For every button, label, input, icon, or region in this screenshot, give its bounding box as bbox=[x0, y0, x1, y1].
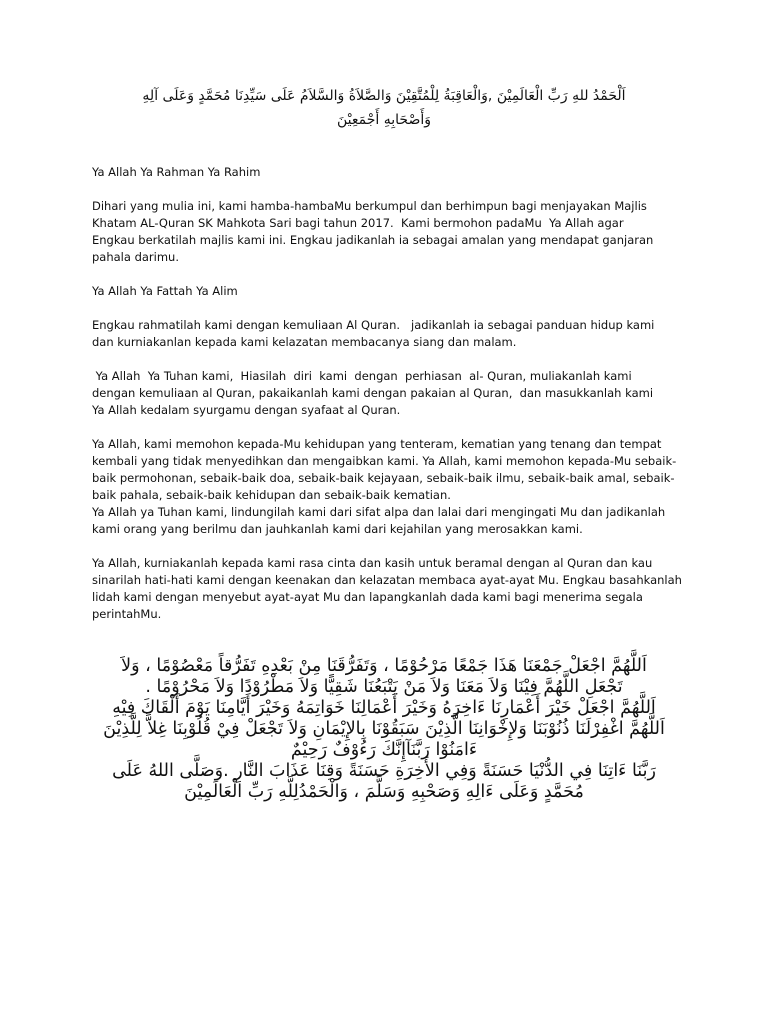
paragraph-gap bbox=[92, 266, 678, 283]
paragraph bbox=[92, 198, 678, 266]
paragraph bbox=[92, 504, 678, 538]
paragraph-gap bbox=[92, 351, 678, 368]
paragraph bbox=[92, 436, 678, 504]
paragraph-line: Ya Allah ya Tuhan kami, lindungilah kami dari sifat alpa dan lalai dari mengingati Mu dan jadikanlah bbox=[92, 505, 666, 519]
paragraph-line: dan kurniakanlan kepada kami kelazatan membacanya siang dan malam. bbox=[92, 335, 517, 349]
paragraph-line: Engkau berkatilah majlis kami ini. Engkau jadikanlah ia sebagai amalan yang mendapat ganjaran bbox=[92, 233, 654, 247]
opening-dua bbox=[92, 84, 676, 132]
closing-dua-line: رَبَّنَا ءَاتِنَا فِي الدُّنْيَا حَسَنَةً وَفِي الأَخِرَةِ حَسَنَةً وَقِنَا عَذَابَ النَّارِ .وَصَلَّى اللهُ عَلَى bbox=[112, 761, 656, 781]
paragraph-gap bbox=[92, 300, 678, 317]
paragraph-line: baik permohonan, sebaik-baik doa, sebaik-baik kejayaan, sebaik-baik ilmu, sebaik-baik amal, sebaik- bbox=[92, 471, 675, 485]
paragraph-line: Ya Allah Ya Tuhan kami, Hiasilah diri kami dengan perhiasan al- Quran, muliakanlah kami bbox=[92, 369, 632, 383]
closing-dua-line: اَللَّهُمَّ اجْعَلْ خَيْرَ أَعْمَارِنَا ءَاخِرَهُ وَخَيْرَ أَعْمَالِنَا خَوَاتِمَهُ وَخَيْرَ أَيَّامِنَا يَوْمَ أَلْقَاكَ فِيْهِ bbox=[112, 698, 656, 718]
paragraph-line: Dihari yang mulia ini, kami hamba-hambaMu berkumpul dan berhimpun bagi menjayakan Majlis bbox=[92, 199, 647, 213]
paragraph-line: Ya Allah Ya Rahman Ya Rahim bbox=[92, 165, 261, 179]
paragraph-line: sinarilah hati-hati kami dengan keenakan dan kelazatan membaca ayat-ayat Mu. Engkau basahkanlah bbox=[92, 573, 682, 587]
closing-dua-line: اَللَّهُمَّ اغْفِرْلَنَا ذُنُوْبَنَا وَلإِخْوَانِنَا الَّذِيْنَ سَبَقُوْنَا بِالإِيْمَانِ وَلاَ تَجْعَلْ فِيْ قُلُوْبِنَا غِلاًّ لِلَّذِيْنَ bbox=[103, 719, 665, 739]
paragraph-line: perintahMu. bbox=[92, 607, 162, 621]
closing-dua-line: اَللَّهُمَّ اجْعَلْ جَمْعَنَا هَذَا جَمْعًا مَرْحُوْمًا ، وَتَفَرُّقَنَا مِنْ بَعْدِهِ تَفَرُّقاً مَعْصُوْمًا ، وَلاَ bbox=[121, 656, 647, 676]
paragraph-line: baik pahala, sebaik-baik kehidupan dan sebaik-baik kematian. bbox=[92, 488, 451, 502]
malay-prayer-text bbox=[92, 164, 682, 623]
paragraph-line: lidah kami dengan menyebut ayat-ayat Mu dan lapangkanlah dada kami bagi menerima segala bbox=[92, 590, 643, 604]
paragraph-line: kami orang yang berilmu dan jauhkanlah kami dari kejahilan yang merosakkan kami. bbox=[92, 522, 583, 536]
paragraph-line: Engkau rahmatilah kami dengan kemuliaan Al Quran. jadikanlah ia sebagai panduan hidup kami bbox=[92, 318, 655, 332]
paragraph-line: dengan kemuliaan al Quran, pakaikanlah kami dengan pakaian al Quran, dan masukkanlah kami bbox=[92, 386, 654, 400]
paragraph bbox=[92, 317, 678, 351]
paragraph bbox=[92, 164, 678, 181]
opening-dua-line: وَأَصْحَابِهِ أَجْمَعِيْنَ bbox=[337, 112, 431, 128]
closing-dua-line: ءَامَنُوْا رَبَّنَآإِنَّكَ رَءُوْفٌ رَحِيْمٌ bbox=[290, 740, 478, 760]
paragraph-line: Ya Allah, kami memohon kepada-Mu kehidupan yang tenteram, kematian yang tenang dan tempat bbox=[92, 437, 662, 451]
paragraph-line: pahala darimu. bbox=[92, 250, 179, 264]
closing-dua-line: تَجْعَلِ اللَّهُمَّ فِيْنَا وَلاَ مَعَنَا وَلاَ مَنْ يَتْبَعُنَا شَقِيًّا وَلاَ مَطْرُوْدًا وَلاَ مَحْرُوْمًا . bbox=[145, 677, 623, 697]
paragraph bbox=[92, 555, 682, 623]
paragraph-line: Ya Allah, kurniakanlah kepada kami rasa cinta dan kasih untuk beramal dengan al Quran dan kau bbox=[92, 556, 653, 570]
paragraph-line: Khatam AL-Quran SK Mahkota Sari bagi tahun 2017. Kami bermohon padaMu Ya Allah agar bbox=[92, 216, 624, 230]
closing-dua bbox=[80, 656, 688, 803]
paragraph-line: Ya Allah kedalam syurgamu dengan syafaat al Quran. bbox=[92, 403, 401, 417]
closing-dua-line: مُحَمَّدٍ وَعَلَى ءَالِهِ وَصَحْبِهِ وَسَلَّمَ ، وَالْحَمْدُلِلَّهِ رَبِّ الْعَالَمِيْنَ bbox=[184, 782, 584, 802]
paragraph-gap bbox=[92, 181, 678, 198]
paragraph bbox=[92, 283, 678, 300]
paragraph bbox=[92, 368, 678, 419]
paragraph-line: kembali yang tidak menyedihkan dan mengaibkan kami. Ya Allah, kami memohon kepada-Mu sebaik- bbox=[92, 454, 677, 468]
paragraph-line: Ya Allah Ya Fattah Ya Alim bbox=[92, 284, 238, 298]
paragraph-gap bbox=[92, 538, 678, 555]
opening-dua-line: اَلْحَمْدُ للهِ رَبِّ الْعَالَمِيْنَ ,وَالْعَاقِبَةُ لِلْمُتَّقِيْنَ وَالصَّلاَةُ وَالسَّلاَمُ عَلَى سَيِّدِنَا مُحَمَّدٍ وَعَلَى آلِهِ bbox=[142, 88, 626, 104]
paragraph-gap bbox=[92, 419, 678, 436]
